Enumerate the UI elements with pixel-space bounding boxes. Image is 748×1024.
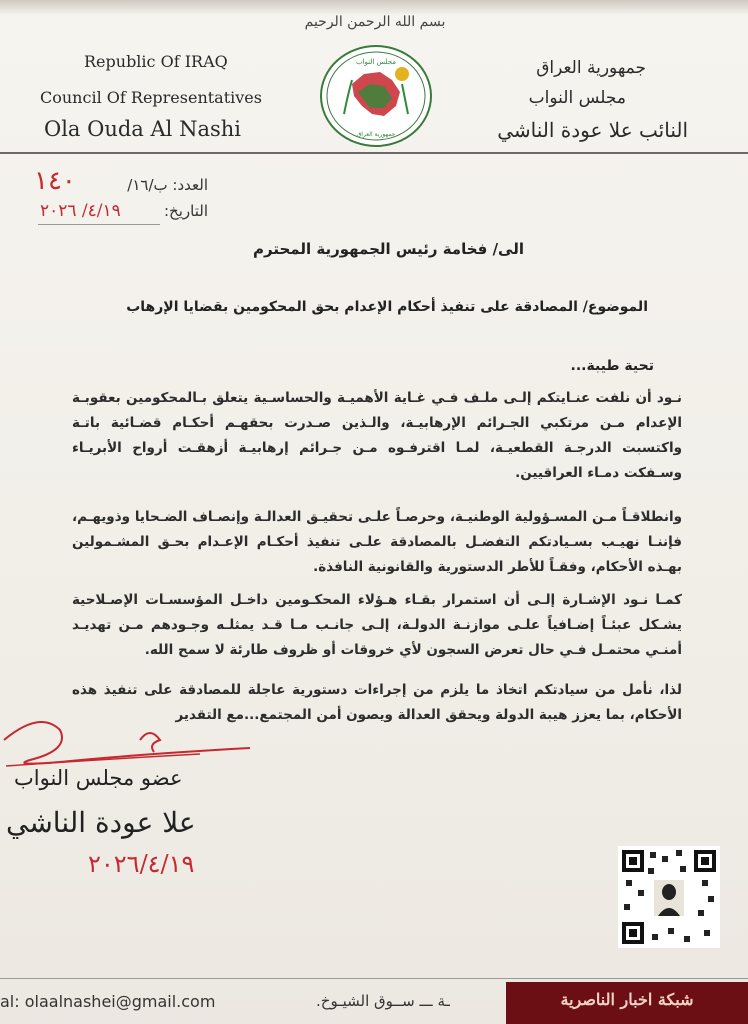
- letter-paragraph: كمـا نـود الإشـارة إلـى أن استمرار بقـاء هـؤلاء المحكـومين داخـل المؤسسـات الإصـلاحية يشـكل عبئـاً إضـافياً علـى موازنـة الدولـة، إلـى جانـب مـا قـد يمثلـه وجـودهم مـن تهديـد أمنـي محتمـل فـي حال تعرض السجون لأي خروقات أو ظروف طارئة لا سمح الله.: [72, 592, 682, 658]
- footer-email: al: olaalnashei@gmail.com: [0, 992, 216, 1011]
- letter-date-label: التاريخ:: [164, 202, 208, 220]
- header-country-en: Republic Of IRAQ: [84, 52, 228, 71]
- footer-divider: [0, 978, 748, 979]
- date-underline: [38, 224, 160, 225]
- header-council-en: Council Of Representatives: [40, 88, 262, 107]
- header-council-ar: مجلس النواب: [528, 88, 626, 108]
- header-name-en: Ola Ouda Al Nashi: [44, 117, 241, 141]
- qr-code: [618, 846, 720, 948]
- logo-top-text: مجلس النواب: [355, 58, 397, 66]
- page-shadow: [0, 0, 748, 14]
- footer-address: ـة ـــ ســوق الشيـوخ.: [316, 992, 450, 1010]
- red-signature-scribble: [0, 700, 260, 810]
- watermark-banner: [506, 982, 748, 1024]
- letter-paragraph: وانطلاقـاً مـن المسـؤولية الوطنيـة، وحرصـاً علـى تحقيـق العدالـة وإنصـاف الضـحايا وذويهـم، فإننـا نهيـب بسـيادتكم التفضـل بالمصادقة علـى تنفيذ أحكـام الإعـدام بحـق المشـمولين بهـذه الأحكام، وفقـاً للأطر الدستورية والقانونية النافذة.: [72, 509, 682, 575]
- logo-bottom-text: جمهورية العراق: [356, 131, 396, 138]
- letter-number-handwritten: ١٤٠: [34, 166, 76, 196]
- header-name-ar: النائب علا عودة الناشي: [497, 118, 688, 142]
- council-logo: [318, 44, 434, 148]
- signature-title: عضو مجلس النواب: [14, 766, 183, 790]
- letter-paragraph: نـود أن نلفت عنـايتكم إلـى ملـف فـي غـاية الأهميـة والحساسـية يتعلق بـالمحكومين بعقوبـة الإعدام مـن مرتكبي الجـرائم الإرهابيـة، والـذين صـدرت بحقهـم أحكـام قضـائية باتـة واكتسبت الدرجـة القطعيـة، لمـا اقترفـوه مـن جـرائم إرهابيـة أزهقـت أرواح الأبريـاء وسـفكت دمـاء العراقيين.: [72, 390, 682, 481]
- letter-date-handwritten: ٤/١٩/ ٢٠٢٦: [40, 201, 121, 221]
- basmala: بسم الله الرحمن الرحيم: [304, 14, 446, 30]
- letter-paragraph: لذا، نأمل من سيادتكم اتخاذ ما يلزم من إجراءات دستورية عاجلة للمصادقة على تنفيذ هذه الأحكام، بما يعزز هيبة الدولة ويحقق العدالة ويصون أمن المجتمع...مع التقدير: [72, 682, 682, 723]
- header-country-ar: جمهورية العراق: [536, 58, 646, 78]
- letter-greeting: تحية طيبة...: [570, 358, 654, 374]
- letter-number: العدد: ب/١٦/: [127, 176, 208, 194]
- watermark-text: شبكة اخبار الناصرية: [560, 990, 694, 1009]
- letter-recipient: الى/ فخامة رئيس الجمهورية المحترم: [253, 240, 524, 258]
- signature-name: علا عودة الناشي: [6, 806, 196, 839]
- header-divider: [0, 152, 748, 154]
- letter-subject: الموضوع/ المصادقة على تنفيذ أحكام الإعدام بحق المحكومين بقضايا الإرهاب: [126, 299, 648, 315]
- signature-date: ٢٠٢٦/٤/١٩: [88, 850, 195, 878]
